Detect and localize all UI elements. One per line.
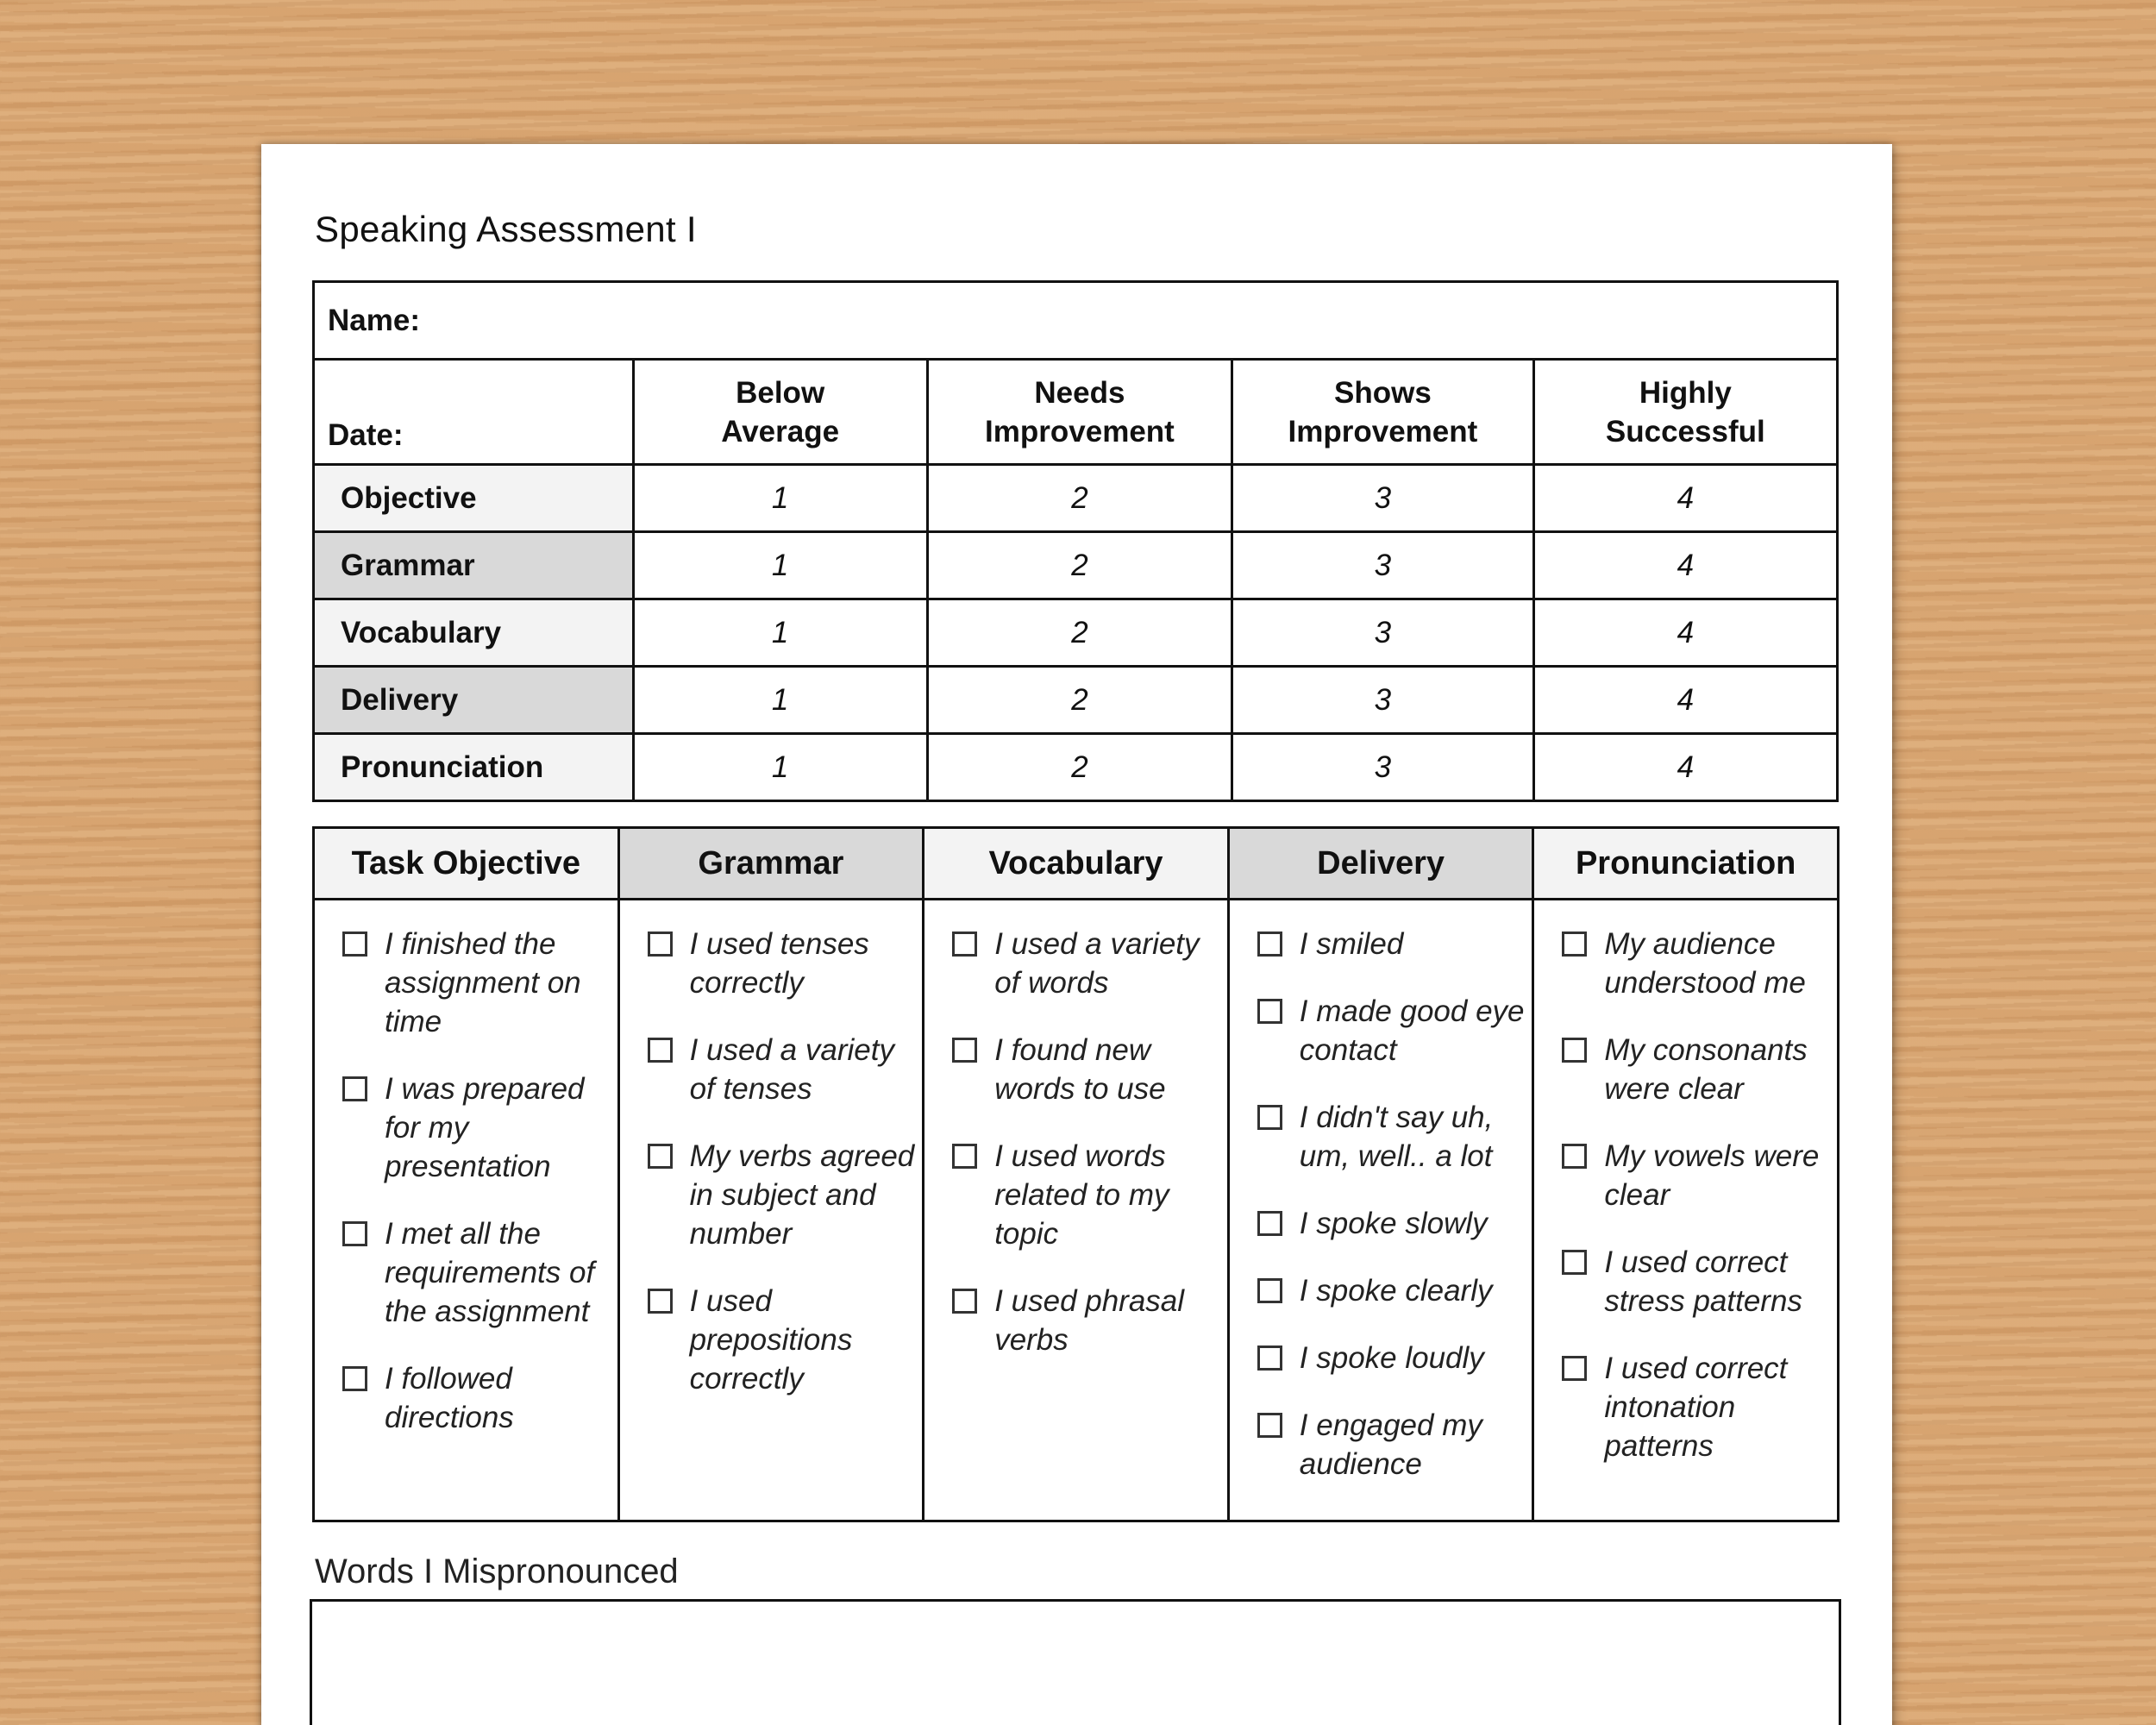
score-option[interactable]: 4 <box>1533 465 1837 532</box>
score-option[interactable]: 3 <box>1232 532 1533 599</box>
checkbox[interactable] <box>1562 1356 1587 1381</box>
level-header: Shows Improvement <box>1232 360 1533 465</box>
checklist-item-label: I used correct stress patterns <box>1604 1245 1802 1318</box>
score-option[interactable]: 1 <box>633 532 927 599</box>
checklist-item <box>1562 925 1830 1002</box>
criterion-label: Delivery <box>314 667 634 734</box>
checklist-item <box>952 1031 1220 1108</box>
checklist-item-label: My consonants were clear <box>1604 1033 1808 1106</box>
checklist-item <box>1257 925 1526 963</box>
page-title: Speaking Assessment I <box>315 209 697 249</box>
checklist-column <box>618 900 924 1521</box>
checkbox[interactable] <box>342 1366 367 1391</box>
checklist-item <box>1257 992 1526 1070</box>
checklist-item <box>342 1070 611 1186</box>
checklist-heading: Grammar <box>618 828 924 900</box>
checkbox[interactable] <box>1562 1038 1587 1063</box>
checklist-item <box>1257 1098 1526 1176</box>
checkbox[interactable] <box>1562 1250 1587 1275</box>
checkbox[interactable] <box>952 1144 977 1169</box>
words-mispronounced-label: Words I Mispronounced <box>315 1552 679 1590</box>
checkbox[interactable] <box>648 1289 673 1314</box>
score-option[interactable]: 2 <box>927 734 1232 801</box>
checkbox[interactable] <box>648 1038 673 1063</box>
checkbox[interactable] <box>1257 999 1282 1024</box>
checklist-heading: Vocabulary <box>924 828 1229 900</box>
score-row <box>314 599 1838 667</box>
checklist-item-label: I used phrasal verbs <box>994 1284 1185 1357</box>
checklist-item <box>342 1214 611 1331</box>
checklist-item-label: I used correct intonation patterns <box>1604 1352 1788 1463</box>
score-option[interactable]: 2 <box>927 532 1232 599</box>
score-option[interactable]: 1 <box>633 667 927 734</box>
checklist-item-label: I used words related to my topic <box>994 1139 1169 1251</box>
criterion-label: Grammar <box>314 532 634 599</box>
checklist-item-label: I spoke loudly <box>1299 1341 1484 1375</box>
name-field[interactable]: Name: <box>314 282 1838 360</box>
checklist-item <box>1562 1031 1830 1108</box>
checklist-heading: Delivery <box>1228 828 1533 900</box>
checkbox[interactable] <box>1257 1413 1282 1438</box>
self-checklist-table <box>312 826 1839 1522</box>
checkbox[interactable] <box>1257 1278 1282 1303</box>
checkbox[interactable] <box>1257 932 1282 957</box>
score-option[interactable]: 2 <box>927 667 1232 734</box>
checklist-item <box>1562 1137 1830 1214</box>
checkbox[interactable] <box>952 932 977 957</box>
checklist-item-label: I found new words to use <box>994 1033 1166 1106</box>
checklist-item <box>1257 1204 1526 1243</box>
checkbox[interactable] <box>342 932 367 957</box>
checkbox[interactable] <box>342 1221 367 1246</box>
score-option[interactable]: 4 <box>1533 599 1837 667</box>
checklist-item-label: My vowels were clear <box>1604 1139 1820 1212</box>
checklist-item-label: I didn't say uh, um, well.. a lot <box>1299 1101 1494 1173</box>
score-row <box>314 667 1838 734</box>
checklist-item <box>952 925 1220 1002</box>
checklist-item <box>1257 1339 1526 1377</box>
checkbox[interactable] <box>648 1144 673 1169</box>
checklist-item-label: I spoke slowly <box>1299 1207 1488 1240</box>
criterion-label: Pronunciation <box>314 734 634 801</box>
level-header: Highly Successful <box>1533 360 1837 465</box>
score-option[interactable]: 3 <box>1232 734 1533 801</box>
checklist-item-label: I used a variety of words <box>994 927 1200 1000</box>
criterion-label: Vocabulary <box>314 599 634 667</box>
checklist-item <box>648 1031 916 1108</box>
score-table <box>312 280 1839 802</box>
score-option[interactable]: 3 <box>1232 667 1533 734</box>
checklist-item-label: I used prepositions correctly <box>689 1284 853 1396</box>
checklist-item <box>342 925 611 1041</box>
checkbox[interactable] <box>1257 1211 1282 1236</box>
checklist-item-label: My audience understood me <box>1604 927 1806 1000</box>
checklist-item <box>648 925 916 1002</box>
checklist-item-label: My verbs agreed in subject and number <box>689 1139 915 1251</box>
checklist-column <box>314 900 619 1521</box>
score-option[interactable]: 4 <box>1533 667 1837 734</box>
checklist-item-label: I followed directions <box>385 1362 514 1434</box>
score-option[interactable]: 3 <box>1232 465 1533 532</box>
checkbox[interactable] <box>1257 1105 1282 1130</box>
checklist-item <box>952 1137 1220 1253</box>
score-row <box>314 532 1838 599</box>
level-header: Below Average <box>633 360 927 465</box>
checkbox[interactable] <box>1562 1144 1587 1169</box>
checkbox[interactable] <box>1257 1346 1282 1371</box>
checklist-item <box>1257 1271 1526 1310</box>
score-option[interactable]: 4 <box>1533 734 1837 801</box>
checklist-column <box>924 900 1229 1521</box>
checkbox[interactable] <box>952 1289 977 1314</box>
checklist-item <box>648 1137 916 1253</box>
criterion-label: Objective <box>314 465 634 532</box>
checklist-item-label: I used tenses correctly <box>689 927 869 1000</box>
score-option[interactable]: 2 <box>927 465 1232 532</box>
score-option[interactable]: 1 <box>633 599 927 667</box>
score-row <box>314 465 1838 532</box>
score-option[interactable]: 2 <box>927 599 1232 667</box>
score-option[interactable]: 4 <box>1533 532 1837 599</box>
checklist-heading: Pronunciation <box>1533 828 1839 900</box>
date-field[interactable]: Date: <box>314 360 634 465</box>
checkbox[interactable] <box>952 1038 977 1063</box>
score-row <box>314 734 1838 801</box>
checklist-item <box>1257 1406 1526 1484</box>
checklist-item-label: I engaged my audience <box>1299 1408 1482 1481</box>
checkbox[interactable] <box>342 1076 367 1101</box>
checklist-item-label: I smiled <box>1299 927 1404 961</box>
checklist-column <box>1533 900 1839 1521</box>
score-option[interactable]: 1 <box>633 465 927 532</box>
checklist-item-label: I met all the requirements of the assignment <box>385 1217 595 1328</box>
score-option[interactable]: 3 <box>1232 599 1533 667</box>
checklist-item <box>952 1282 1220 1359</box>
checklist-item <box>1562 1243 1830 1320</box>
checklist-heading: Task Objective <box>314 828 619 900</box>
checklist-column <box>1228 900 1533 1521</box>
checklist-item-label: I was prepared for my presentation <box>385 1072 585 1183</box>
level-header: Needs Improvement <box>927 360 1232 465</box>
checkbox[interactable] <box>1562 932 1587 957</box>
checklist-item <box>648 1282 916 1398</box>
checklist-item-label: I used a variety of tenses <box>689 1033 894 1106</box>
words-mispronounced-box[interactable] <box>310 1599 1841 1725</box>
checklist-item-label: I made good eye contact <box>1299 994 1525 1067</box>
checklist-item <box>342 1359 611 1437</box>
checklist-item <box>1562 1349 1830 1465</box>
checkbox[interactable] <box>648 932 673 957</box>
score-option[interactable]: 1 <box>633 734 927 801</box>
checklist-item-label: I finished the assignment on time <box>385 927 581 1038</box>
checklist-item-label: I spoke clearly <box>1299 1274 1493 1308</box>
